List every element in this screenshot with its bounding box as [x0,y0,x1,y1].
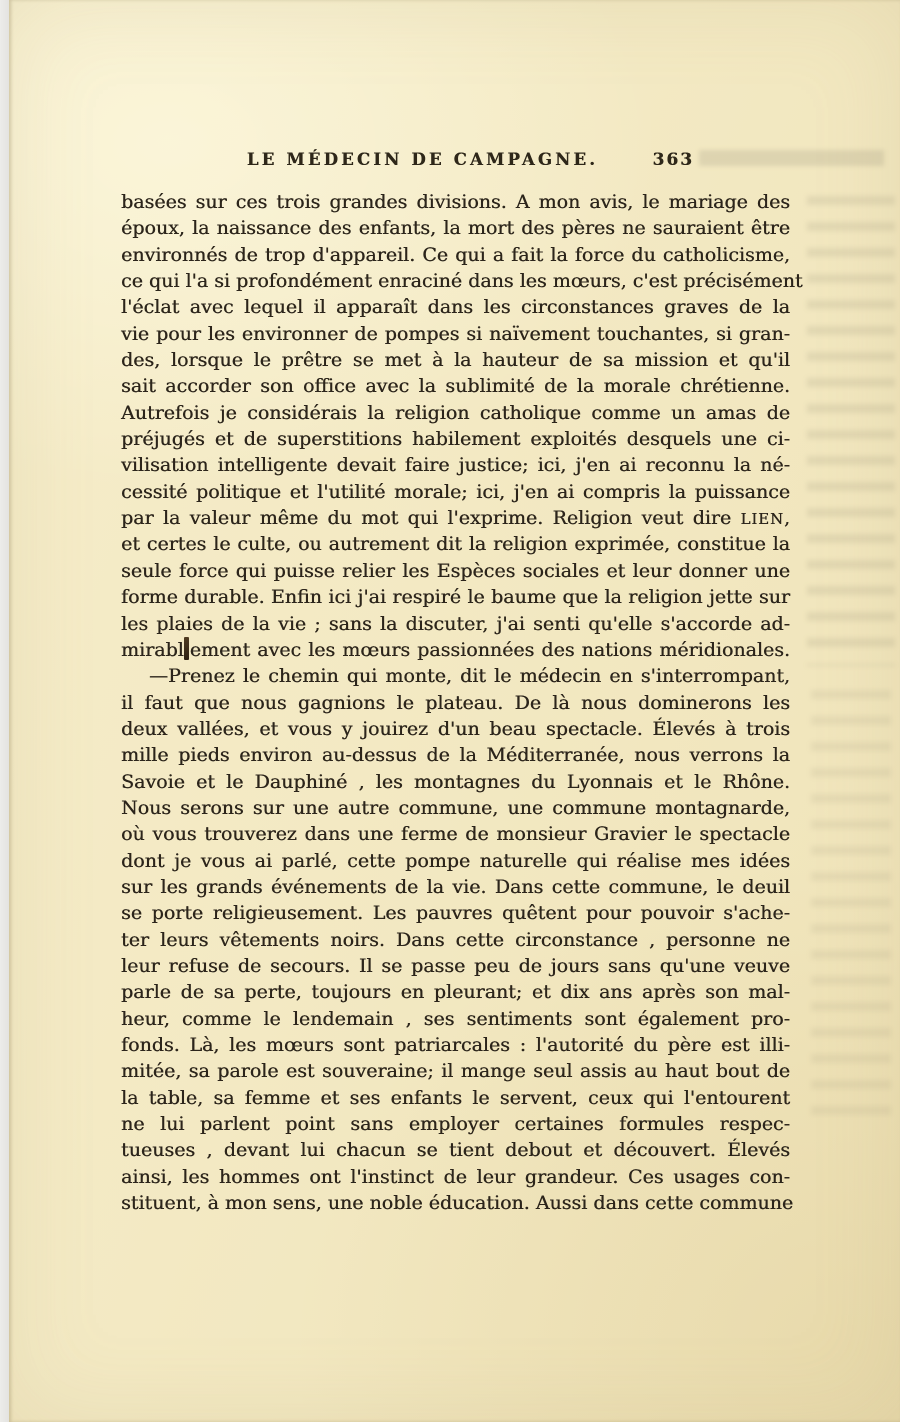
text-line: il faut que nous gagnions le plateau. De là nous dominerons les [121,691,790,714]
text-line: Nous serons sur une autre commune, une commune montagnarde, [121,796,790,819]
text-line: époux, la naissance des enfants, la mort des pères ne sauraient être [121,217,790,240]
text-line: ainsi, les hommes ont l'instinct de leur grandeur. Ces usages con- [121,1165,790,1188]
text-line: seule force qui puisse relier les Espèces sociales et leur donner une [121,559,790,582]
running-header [121,150,790,182]
text-line: Savoie et le Dauphiné , les montagnes du Lyonnais et le Rhône. [121,770,790,793]
text-line: ter leurs vêtements noirs. Dans cette circonstance , personne ne [121,928,790,951]
text-line: et certes le culte, ou autrement dit la religion exprimée, constitue la [121,533,790,556]
text-line: forme durable. Enfin ici j'ai respiré le baume que la religion jette sur [121,586,790,609]
smallcaps-word: LIEN [740,511,784,529]
book-page [9,0,900,1422]
text-line: —Prenez le chemin qui monte, dit le médecin en s'interrompant, [149,665,790,688]
text-line: la table, sa femme et ses enfants le servent, ceux qui l'entourent [121,1086,790,1109]
text-line: stituent, à mon sens, une noble éducation. Aussi dans cette commune [121,1192,794,1215]
ink-blot-flaw [184,637,189,660]
text-line: se porte religieusement. Les pauvres quêtent pour pouvoir s'ache- [121,902,790,925]
text-line: l'éclat avec lequel il apparaît dans les circonstances graves de la [121,296,790,319]
body-text-block [121,189,803,1216]
text-line: par la valeur même du mot qui l'exprime. Religion veut dire LIEN, [121,507,790,530]
text-line: préjugés et de superstitions habilement exploités desquels une ci- [121,428,790,451]
text-line: heur, comme le lendemain , ses sentiments sont également pro- [121,1007,790,1030]
text-line: où vous trouverez dans une ferme de monsieur Gravier le spectacle [121,823,790,846]
text-line: basées sur ces trois grandes divisions. A mon avis, le mariage des [121,191,790,213]
text-line: sur les grands événements de la vie. Dans cette commune, le deuil [121,875,790,898]
text-line: dont je vous ai parlé, cette pompe naturelle qui réalise mes idées [121,849,790,872]
text-line: cessité politique et l'utilité morale; ici, j'en ai compris la puissance [121,480,790,503]
text-line: environnés de trop d'appareil. Ce qui a fait la force du catholicisme, [121,243,790,266]
text-line: ce qui l'a si profondément enraciné dans les mœurs, c'est précisément [121,270,803,293]
text-line: les plaies de la vie ; sans la discuter, j'ai senti qu'elle s'accorde ad- [121,612,790,635]
text-line: sait accorder son office avec la sublimité de la morale chrétienne. [121,375,790,398]
text-line: vie pour les environner de pompes si naïvement touchantes, si gran- [121,322,790,345]
text-line: mirabl ement avec les mœurs passionnées des nations méridionales. [121,638,790,661]
text-line: vilisation intelligente devait faire justice; ici, j'en ai reconnu la né- [121,454,790,477]
text-line: deux vallées, et vous y jouirez d'un beau spectacle. Élevés à trois [121,717,790,740]
text-line: tueuses , devant lui chacun se tient debout et découvert. Élevés [121,1139,790,1162]
book-title: LE MÉDECIN DE CAMPAGNE. [246,150,599,169]
page-number: 363 [652,150,694,170]
text-line: leur refuse de secours. Il se passe peu de jours sans qu'une veuve [121,954,790,977]
text-line: parle de sa perte, toujours en pleurant; et dix ans après son mal- [121,981,790,1004]
text-line: ne lui parlent point sans employer certaines formules respec- [121,1113,790,1136]
scan-background-edge [0,0,9,1422]
text-line: mille pieds environ au-dessus de la Méditerranée, nous verrons la [121,744,790,767]
page-showthrough [811,690,891,1120]
page-showthrough [807,196,895,666]
text-line: fonds. Là, les mœurs sont patriarcales : l'autorité du père est illi- [121,1034,790,1056]
text-line: Autrefois je considérais la religion catholique comme un amas de [121,401,790,424]
text-line: des, lorsque le prêtre se met à la hauteur de sa mission et qu'il [121,349,790,372]
text-line: mitée, sa parole est souveraine; il mange seul assis au haut bout de [121,1060,790,1083]
